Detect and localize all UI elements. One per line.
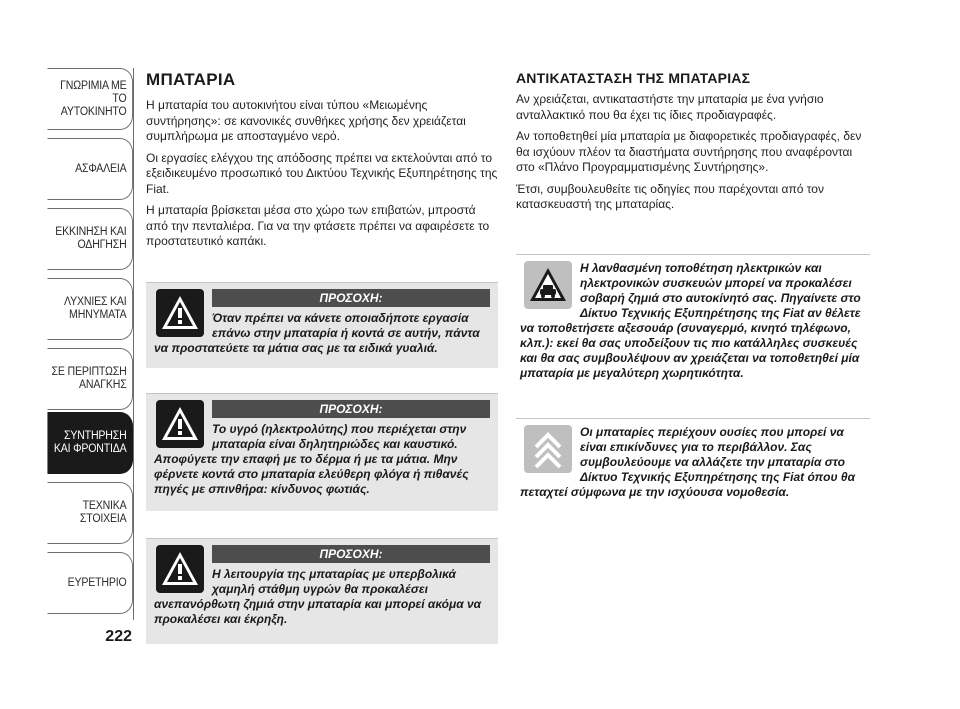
caution-text: Η λειτουργία της μπαταρίας με υπερβολικά χαμηλή στάθμη υγρών θα προκαλέσει ανεπανόρθωτη ζημιά στην μπαταρία και μπορεί ακόμα να προκαλέσει και έκρηξη. bbox=[154, 567, 482, 626]
paragraph: Αν χρειάζεται, αντικαταστήστε την μπαταρία με ένα γνήσιο ανταλλακτικό που θα έχει τις ίδιες προδιαγραφές. bbox=[516, 92, 824, 122]
caution-text: Όταν πρέπει να κάνετε οποιαδήποτε εργασία επάνω στην μπαταρία ή κοντά σε αυτήν, πάντα να προστατεύετε τα μάτια σας με τα ειδικά γυαλιά. bbox=[154, 311, 480, 355]
caution-heading: ΠΡΟΣΟΧΗ: bbox=[212, 545, 490, 563]
tab-index[interactable]: ΕΥΡΕΤΗΡΙΟ bbox=[47, 552, 133, 614]
section-title: ΑΝΤΙΚΑΤΑΣΤΑΣΗ ΤΗΣ ΜΠΑΤΑΡΙΑΣ bbox=[516, 70, 751, 86]
note-box bbox=[516, 418, 870, 506]
caution-heading: ΠΡΟΣΟΧΗ: bbox=[212, 289, 490, 307]
warning-triangle-icon bbox=[156, 289, 204, 337]
paragraph: Η μπαταρία βρίσκεται μέσα στο χώρο των επιβατών, μπροστά από την πενταλιέρα. Για να την φτάσετε πρέπει να αφαιρέσετε το προστατευτικό καπάκι. bbox=[146, 203, 490, 248]
caution-heading: ΠΡΟΣΟΧΗ: bbox=[212, 400, 490, 418]
warning-triangle-icon bbox=[156, 400, 204, 448]
caution-box bbox=[146, 393, 498, 511]
environment-icon bbox=[524, 425, 572, 473]
chapter-tabs bbox=[40, 68, 133, 620]
battery-section bbox=[146, 70, 498, 256]
tab-starting-driving[interactable]: ΕΚΚΙΝΗΣΗ ΚΑΙ ΟΔΗΓΗΣΗ bbox=[47, 208, 133, 270]
page-number: 222 bbox=[105, 628, 132, 645]
sidebar-divider bbox=[133, 68, 134, 620]
page-title: ΜΠΑΤΑΡΙΑ bbox=[146, 70, 236, 89]
tab-emergency[interactable]: ΣΕ ΠΕΡΙΠΤΩΣΗ ΑΝΑΓΚΗΣ bbox=[47, 348, 133, 410]
paragraph: Έτσι, συμβουλευθείτε τις οδηγίες που παρέχονται από τον κατασκευαστή της μπαταρίας. bbox=[516, 181, 824, 211]
warning-triangle-icon bbox=[156, 545, 204, 593]
tab-warning-lights[interactable]: ΛΥΧΝΙΕΣ ΚΑΙ ΜΗΝΥΜΑΤΑ bbox=[47, 278, 133, 340]
caution-text: Το υγρό (ηλεκτρολύτης) που περιέχεται στην μπαταρία είναι δηλητηριώδες και καυστικό. Αποφύγετε την επαφή με το δέρμα ή με τα μάτια. Μην φέρνετε κοντά στο μπαταρία ελεύθερη φλόγα ή πιθανές πηγές με σπινθήρα: κίνδυνος φωτιάς. bbox=[154, 422, 469, 496]
tab-technical-data[interactable]: ΤΕΧΝΙΚΑ ΣΤΟΙΧΕΙΑ bbox=[47, 482, 133, 544]
tab-getting-to-know[interactable]: ΓΝΩΡΙΜΙΑ ΜΕ ΤΟ ΑΥΤΟΚΙΝΗΤΟ bbox=[47, 68, 133, 130]
paragraph: Αν τοποθετηθεί μία μπαταρία με διαφορετικές προδιαγραφές, δεν θα ισχύουν πλέον τα διαστήματα συντήρησης που αναφέρονται στο «Πλάνο Προγραμματισμένης Συντήρησης». bbox=[516, 129, 862, 174]
car-warning-icon bbox=[524, 261, 572, 309]
caution-box bbox=[146, 538, 498, 644]
battery-replacement-section bbox=[516, 70, 870, 219]
paragraph: Η μπαταρία του αυτοκινήτου είναι τύπου «Μειωμένης συντήρησης»: σε κανονικές συνθήκες χρήσης δεν χρειάζεται συμπλήρωμα με αποσταγμένο νερό. bbox=[146, 98, 466, 143]
note-text: Η λανθασμένη τοποθέτηση ηλεκτρικών και ηλεκτρονικών συσκευών μπορεί να προκαλέσει σοβαρή ζημιά στο αυτοκίνητό σας. Πηγαίνετε στο Δίκτυο Τεχνικής Εξυπηρέτησης της Fiat αν θέλετε να τοποθετήσετε αξεσουάρ (συναγερμό, κινητό τηλέφωνο, κλπ.): εκεί θα σας υποδείξουν τις πιο κατάλληλες συσκευές και θα σας συμβουλέψουν αν χρειάζεται να τοποθετηθεί μία μπαταρία με μεγαλύτερη χωρητικότητα. bbox=[520, 261, 861, 380]
paragraph: Οι εργασίες ελέγχου της απόδοσης πρέπει να εκτελούνται από το εξειδικευμένο προσωπικό του Δικτύου Τεχνικής Εξυπηρέτησης της Fiat. bbox=[146, 150, 498, 196]
tab-maintenance[interactable]: ΣΥΝΤΗΡΗΣΗ ΚΑΙ ΦΡΟΝΤΙΔΑ bbox=[47, 412, 133, 474]
note-text: Οι μπαταρίες περιέχουν ουσίες που μπορεί να είναι επικίνδυνες για το περιβάλλον. Σας συμβουλεύουμε να αλλάζετε την μπαταρία στο Δίκτυο Τεχνικής Εξυπηρέτησης της Fiat όπου θα πεταχτεί σύμφωνα με την ισχύουσα νομοθεσία. bbox=[520, 425, 856, 499]
note-box bbox=[516, 254, 870, 387]
caution-box bbox=[146, 282, 498, 368]
tab-safety[interactable]: ΑΣΦΑΛΕΙΑ bbox=[47, 138, 133, 200]
